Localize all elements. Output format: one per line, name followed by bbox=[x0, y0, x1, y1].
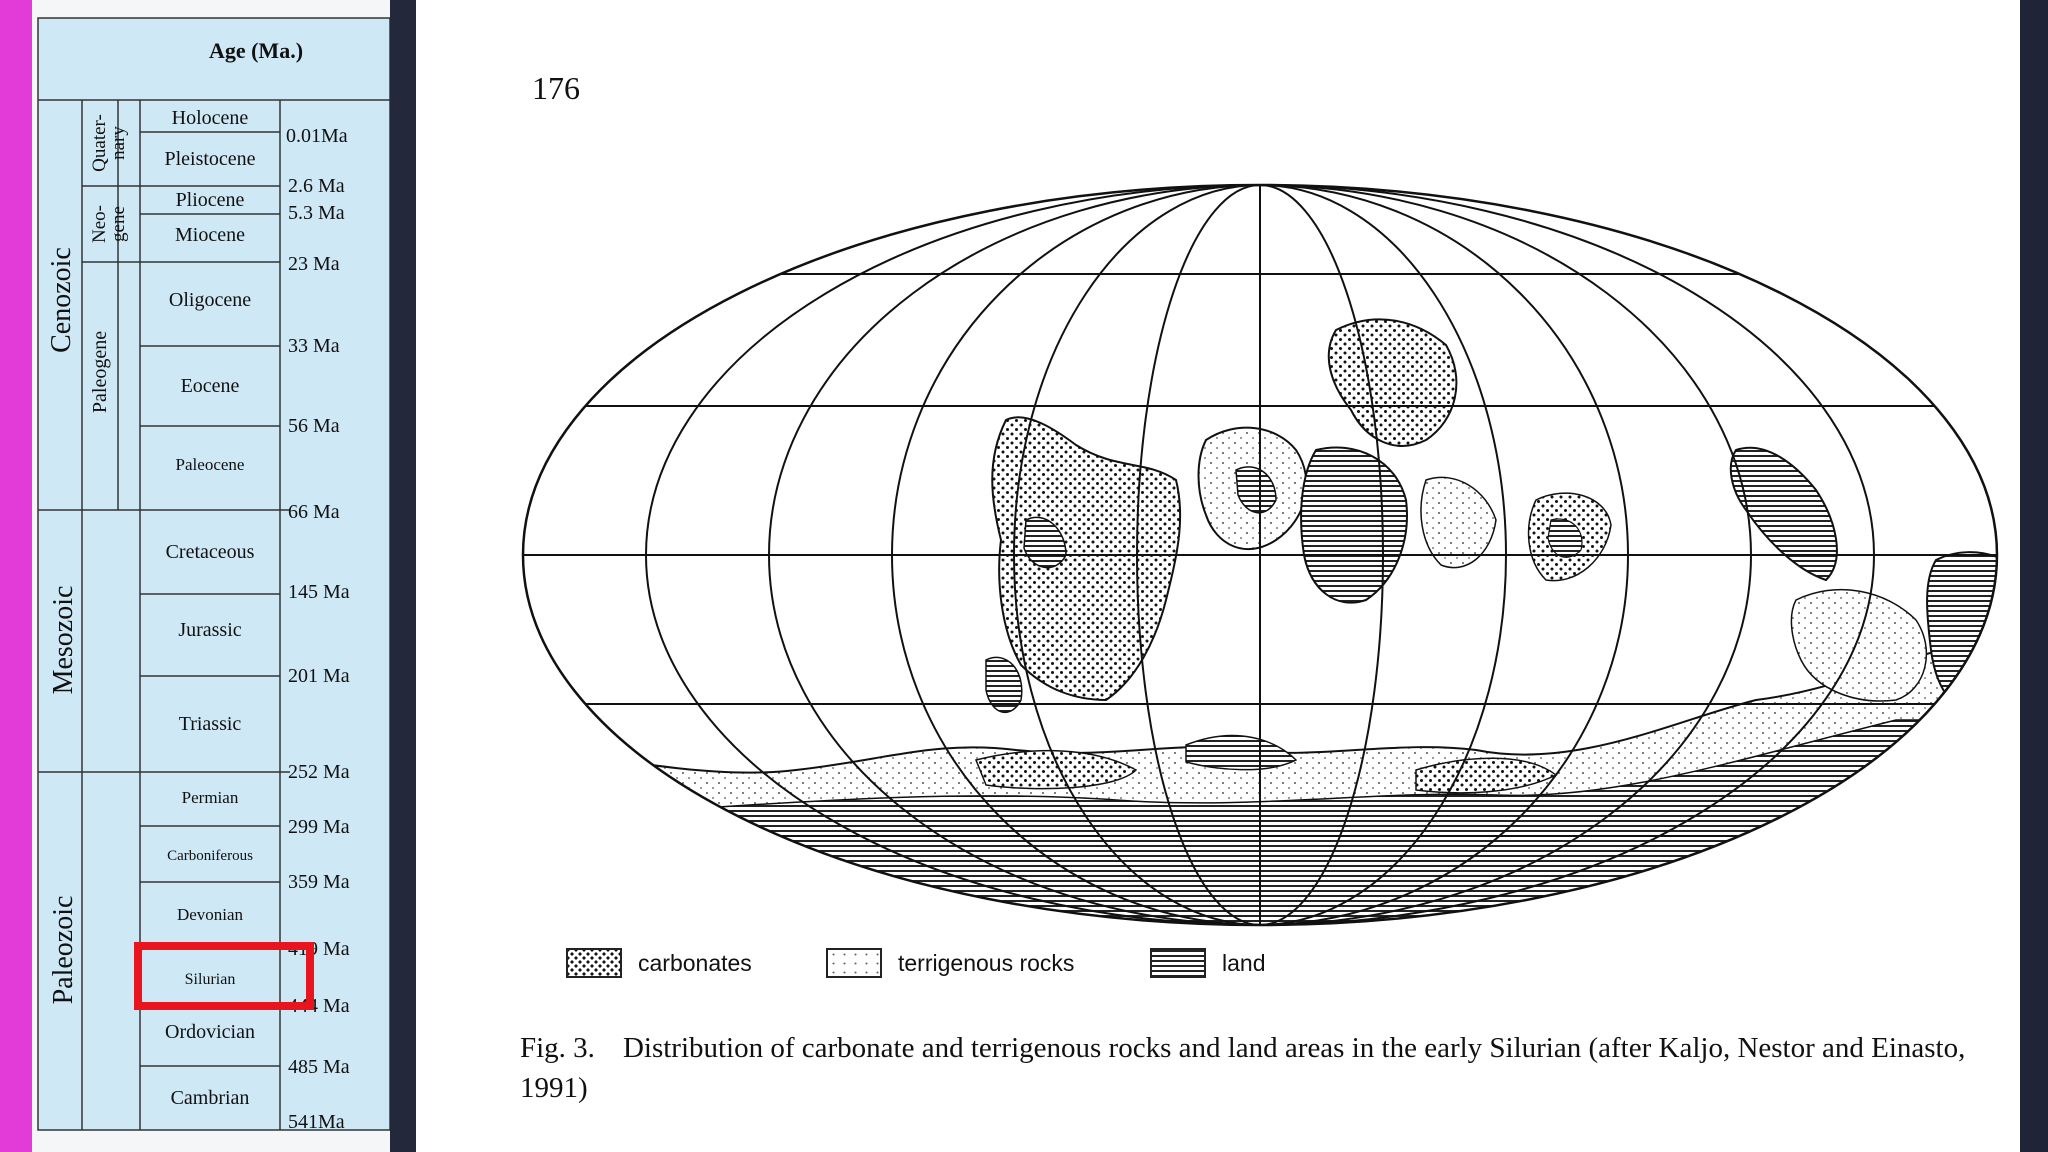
epoch-label: Ordovician bbox=[165, 1021, 255, 1043]
timescale-table bbox=[32, 0, 390, 1152]
age-label: 201 Ma bbox=[288, 665, 350, 687]
age-label: 444 Ma bbox=[288, 995, 350, 1017]
epoch-label: Jurassic bbox=[178, 619, 242, 641]
legend-label-carbonates: carbonates bbox=[638, 949, 752, 976]
epoch-label: Cambrian bbox=[170, 1087, 250, 1109]
era-label-mesozoic: Mesozoic bbox=[48, 585, 79, 695]
legend-item-land bbox=[1150, 948, 1265, 978]
legend-item-carbonates bbox=[566, 948, 752, 978]
epoch-label: Cretaceous bbox=[165, 541, 255, 563]
legend-item-terrigenous-rocks bbox=[826, 948, 1074, 978]
land-swatch bbox=[1150, 948, 1206, 978]
legend-label-land: land bbox=[1222, 949, 1266, 976]
geologic-timescale-panel bbox=[32, 0, 390, 1152]
epoch-label: Pleistocene bbox=[164, 148, 256, 170]
epoch-label: Holocene bbox=[171, 107, 249, 129]
age-label: 56 Ma bbox=[288, 415, 340, 437]
silurian-paleogeographic-map bbox=[416, 0, 2020, 1152]
epoch-label: Eocene bbox=[180, 375, 240, 397]
age-label: 5.3 Ma bbox=[288, 202, 345, 224]
age-label: 541Ma bbox=[288, 1111, 345, 1133]
age-label: 23 Ma bbox=[288, 253, 340, 275]
age-label: 485 Ma bbox=[288, 1056, 350, 1078]
map-land-masses bbox=[476, 319, 2020, 940]
legend-label-terrigenous-rocks: terrigenous rocks bbox=[898, 949, 1075, 976]
age-label: 66 Ma bbox=[288, 501, 340, 523]
age-label: 33 Ma bbox=[288, 335, 340, 357]
epoch-label: Permian bbox=[181, 788, 239, 807]
page-number: 176 bbox=[532, 70, 580, 106]
period-label-neogene: Neo-gene bbox=[89, 205, 130, 243]
epoch-label: Paleocene bbox=[175, 455, 245, 474]
dark-right-edge bbox=[2020, 0, 2048, 1152]
document-page bbox=[416, 0, 2020, 1152]
epoch-label: Triassic bbox=[178, 713, 242, 735]
age-label: 145 Ma bbox=[288, 581, 350, 603]
terrigenous-rocks-swatch bbox=[826, 948, 882, 978]
period-label-quaternary: Quater-nary bbox=[89, 114, 130, 172]
age-label: 2.6 Ma bbox=[288, 175, 345, 197]
epoch-label: Oligocene bbox=[168, 289, 252, 311]
epoch-label: Carboniferous bbox=[167, 848, 253, 864]
age-column-header: Age (Ma.) bbox=[208, 38, 304, 63]
age-label: 252 Ma bbox=[288, 761, 350, 783]
epoch-label: Devonian bbox=[176, 905, 244, 924]
epoch-label: Miocene bbox=[175, 224, 245, 246]
figure-caption-text: Distribution of carbonate and terrigenous rocks and land areas in the early Silurian (after Kaljo, Nestor and Einasto, 1991) bbox=[520, 1032, 1966, 1104]
figure-caption bbox=[520, 1028, 2000, 1108]
age-label: 0.01Ma bbox=[286, 125, 348, 147]
epoch-label-silurian: Silurian bbox=[184, 971, 236, 988]
figure-caption-label: Fig. 3. bbox=[520, 1032, 595, 1064]
age-label: 359 Ma bbox=[288, 871, 350, 893]
age-label: 299 Ma bbox=[288, 816, 350, 838]
period-label-paleogene: Paleogene bbox=[89, 330, 111, 414]
magenta-background-strip bbox=[0, 0, 32, 1152]
age-label: 419 Ma bbox=[288, 938, 350, 960]
epoch-label: Pliocene bbox=[175, 189, 245, 211]
carbonates-swatch bbox=[566, 948, 622, 978]
era-label-cenozoic: Cenozoic bbox=[46, 247, 77, 353]
era-label-paleozoic: Paleozoic bbox=[48, 895, 79, 1005]
dark-divider bbox=[390, 0, 416, 1152]
